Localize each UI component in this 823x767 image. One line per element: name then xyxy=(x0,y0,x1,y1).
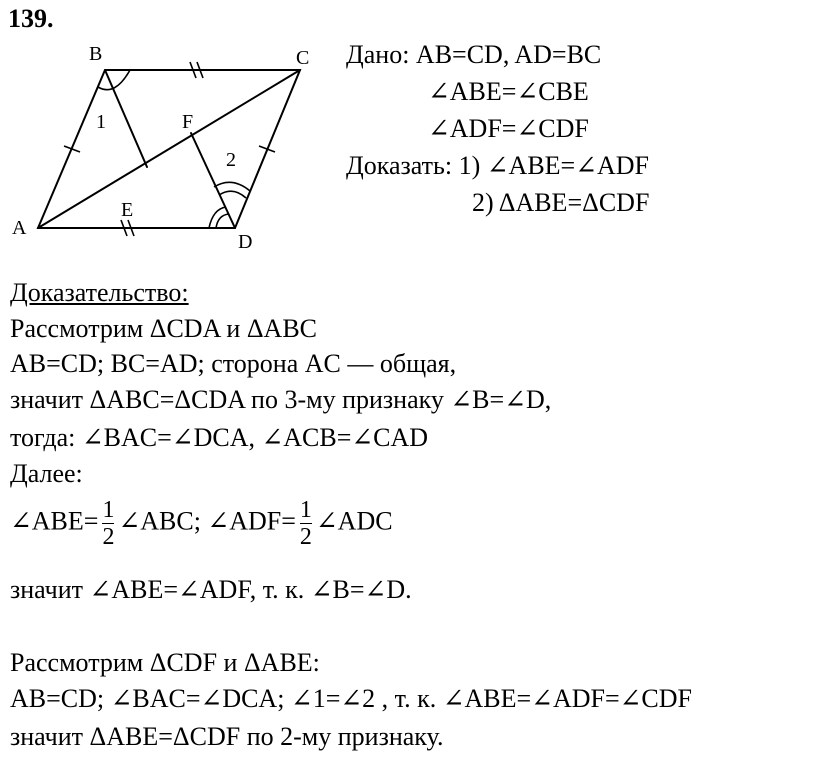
label-angle-2: 2 xyxy=(226,149,236,171)
proof-line-6-part-a: ∠ABE= xyxy=(10,506,99,536)
proof-line-10: значит ΔABE=ΔCDF по 2-му признаку. xyxy=(10,722,444,751)
fraction-2-numerator: 1 xyxy=(299,497,312,523)
proof-line-8: Рассмотрим ΔCDF и ΔABE: xyxy=(10,648,320,677)
angle-arc-2-inner xyxy=(219,191,246,198)
proof-heading: Доказательство: xyxy=(10,278,189,307)
proof-line-7: значит ∠ABE=∠ADF, т. к. ∠B=∠D. xyxy=(10,575,412,604)
given-line-1: Дано: AB=CD, AD=BC xyxy=(346,40,602,69)
label-c: C xyxy=(296,47,310,69)
fraction-2-denominator: 2 xyxy=(299,524,312,550)
proof-line-9: AB=CD; ∠BAC=∠DCA; ∠1=∠2 , т. к. ∠ABE=∠ADF=∠CDF xyxy=(10,684,692,713)
bisector-be xyxy=(105,70,147,167)
proof-line-5: Далее: xyxy=(10,459,83,488)
angle-arc-2-outer xyxy=(214,182,250,191)
proof-line-2: AB=CD; BC=AD; сторона AC — общая, xyxy=(10,349,457,378)
label-angle-1: 1 xyxy=(96,111,106,133)
label-d: D xyxy=(238,231,253,253)
label-f: F xyxy=(182,111,194,133)
given-line-2: ∠ABE=∠CBE xyxy=(428,77,589,106)
prove-line-2: 2) ΔABE=ΔCDF xyxy=(472,188,650,217)
fraction-half-2 xyxy=(300,497,312,550)
fraction-1-numerator: 1 xyxy=(102,497,115,523)
parallelogram-figure xyxy=(0,35,340,265)
proof-line-3: значит ΔABC=ΔCDA по 3-му признаку ∠B=∠D, xyxy=(10,385,552,414)
fraction-half-1 xyxy=(102,497,114,550)
diagonal-ac xyxy=(38,70,300,228)
proof-line-6 xyxy=(10,497,393,550)
angle-arc-d-1 xyxy=(209,207,226,228)
fraction-1-denominator: 2 xyxy=(102,524,115,550)
prove-line-1: Доказать: 1) ∠ABE=∠ADF xyxy=(346,151,649,180)
proof-line-6-part-b: ∠ABC; ∠ADF= xyxy=(118,506,296,536)
angle-arc-d-2 xyxy=(216,214,229,228)
proof-line-6-part-c: ∠ADC xyxy=(315,506,393,536)
proof-line-1: Рассмотрим ΔCDA и ΔABC xyxy=(10,314,318,343)
label-e: E xyxy=(121,199,134,221)
given-line-3: ∠ADF=∠CDF xyxy=(428,114,589,143)
label-a: A xyxy=(12,217,27,239)
label-b: B xyxy=(89,43,103,65)
problem-number: 139. xyxy=(8,4,54,33)
proof-line-4: тогда: ∠BAC=∠DCA, ∠ACB=∠CAD xyxy=(10,423,429,452)
